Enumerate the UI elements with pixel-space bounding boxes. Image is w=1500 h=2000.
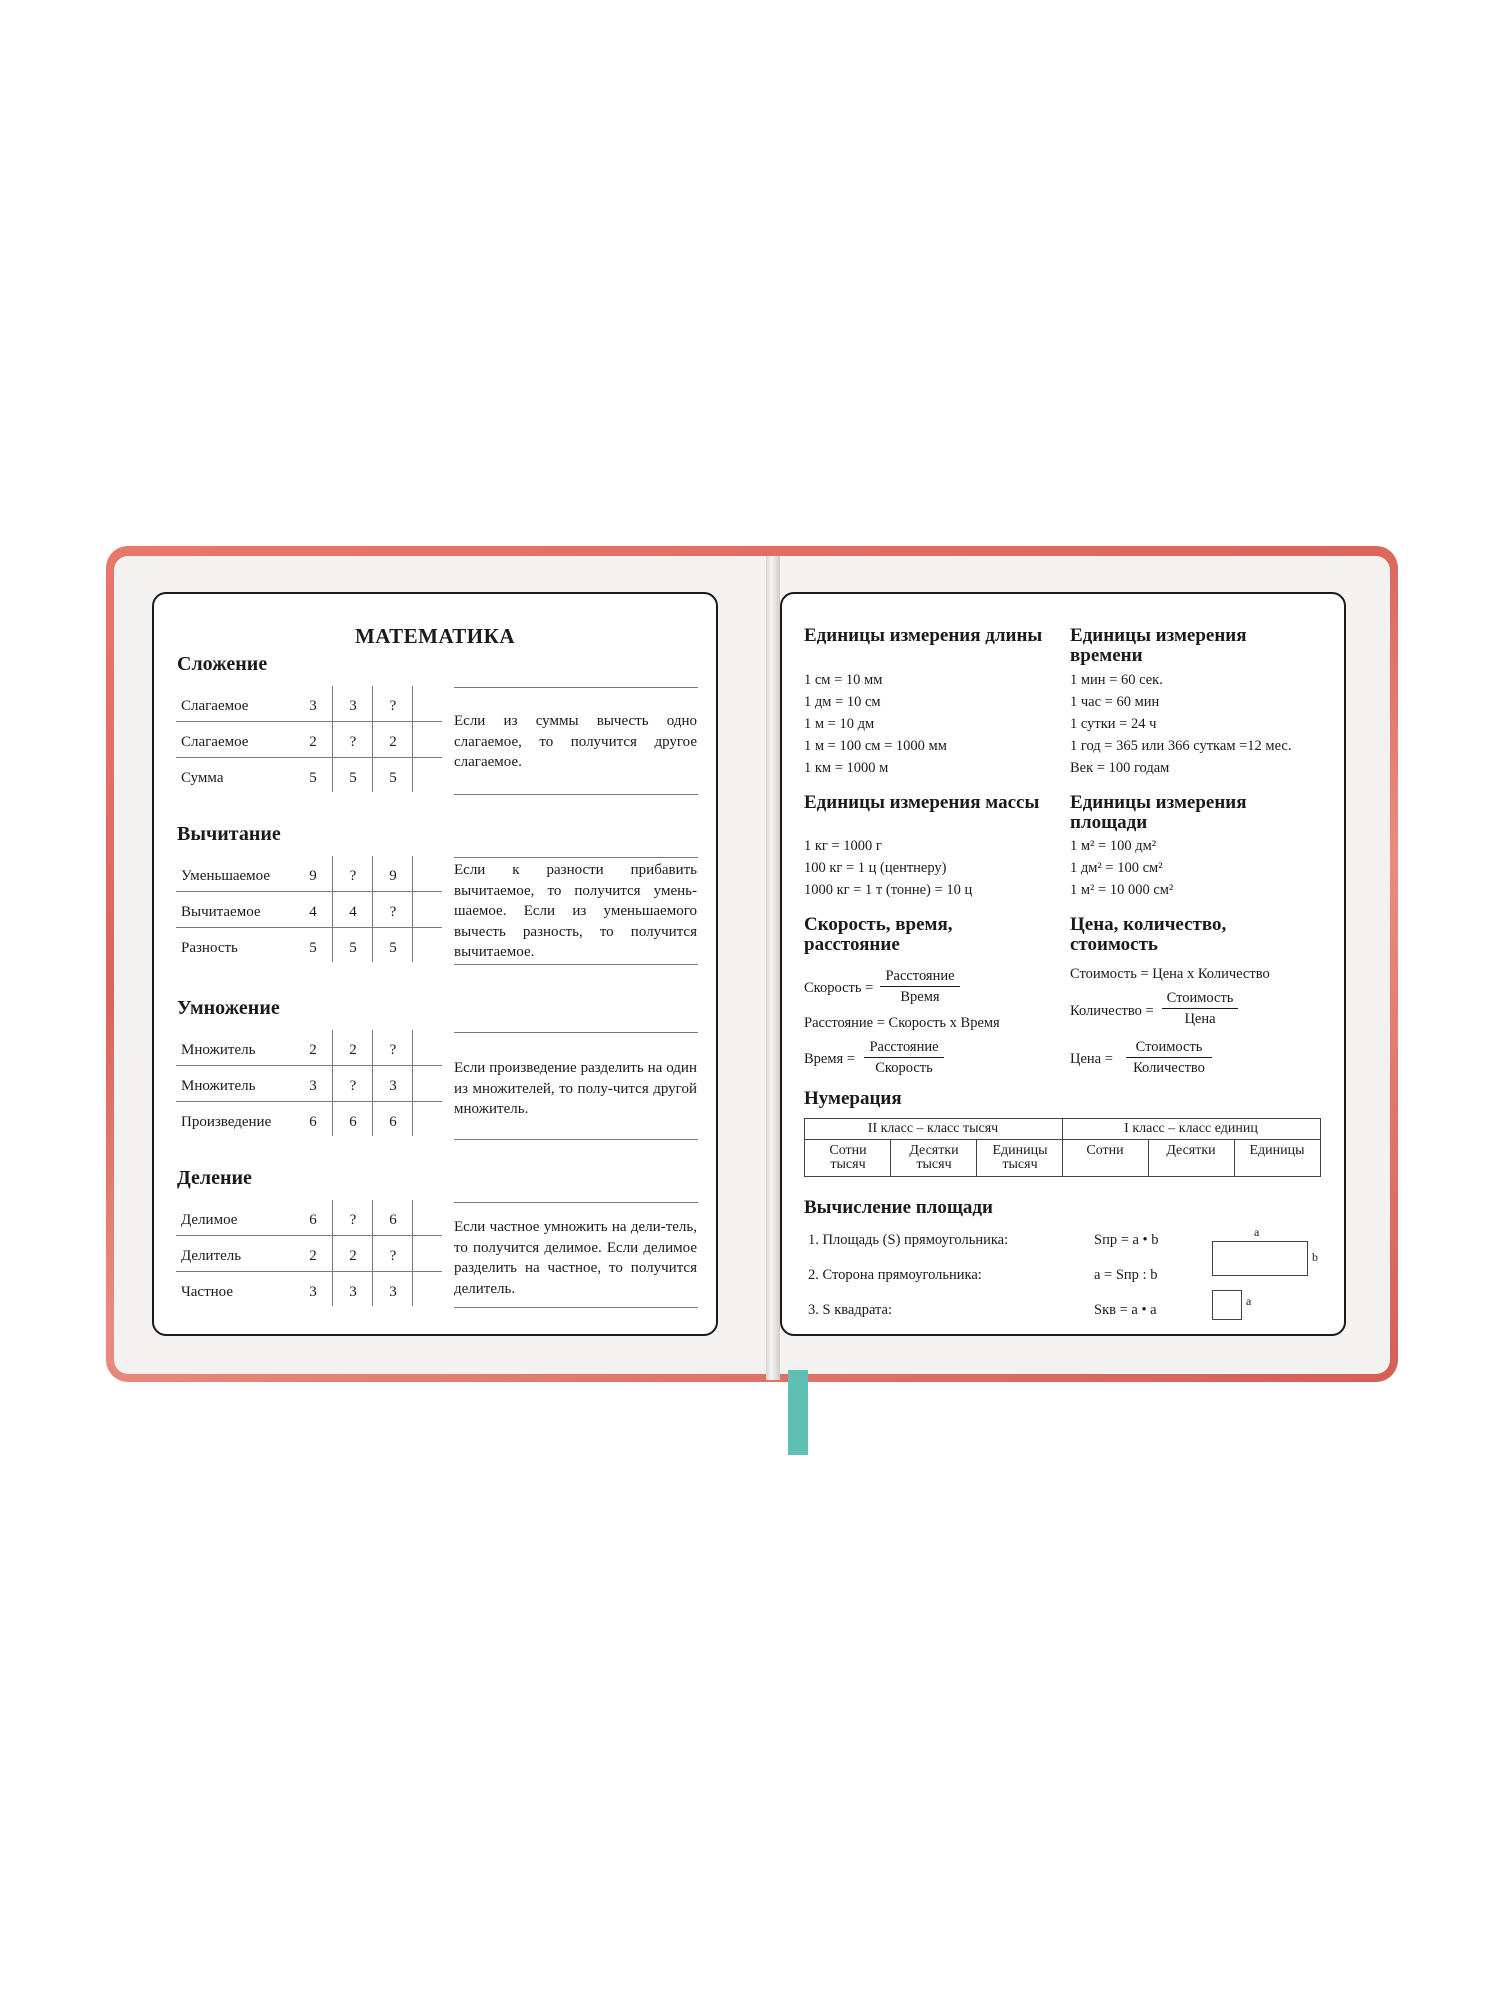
list-item: 1000 кг = 1 т (тонне) = 10 ц	[804, 882, 973, 898]
table-cell: ?	[389, 904, 397, 920]
division-note: Если частное умножить на дели-тель, то получится делимое. Если делимое разделить на частное, то получится делитель.	[454, 1219, 697, 1297]
fraction-denominator: Цена	[1184, 1011, 1216, 1027]
table-divider	[176, 1271, 442, 1272]
table-cell: 6	[389, 1212, 397, 1228]
section-heading-area-units: Единицы измерения площади	[1070, 792, 1247, 833]
table-divider	[332, 686, 333, 792]
table-header: II класс – класс тысяч	[867, 1121, 999, 1136]
section-heading-mass: Единицы измерения массы	[804, 792, 1040, 813]
note-rule	[454, 1202, 698, 1203]
section-heading-price: Цена, количество, стоимость	[1070, 914, 1227, 955]
table-cell: 3	[349, 1284, 357, 1300]
table-cell: 2	[349, 1042, 357, 1058]
table-cell: 2	[389, 734, 397, 750]
table-cell: Множитель	[181, 1078, 256, 1094]
note-rule	[454, 687, 698, 688]
subtraction-note: Если к разности прибавить вычитаемое, то получится умень-шаемое. Если из уменьшаемого вычесть разность, то получится вычитаемое.	[454, 862, 697, 960]
section-heading-division: Деление	[177, 1167, 252, 1189]
table-divider	[176, 757, 442, 758]
side-label: a	[1254, 1225, 1260, 1239]
table-header: I класс – класс единиц	[1124, 1121, 1258, 1136]
fraction-numerator: Расстояние	[880, 968, 960, 987]
formula: Sкв = a • a	[1094, 1302, 1157, 1318]
table-cell: Слагаемое	[181, 698, 249, 714]
table-cell: 2	[349, 1248, 357, 1264]
table-divider	[890, 1139, 891, 1176]
formula: Sпр = a • b	[1094, 1232, 1159, 1248]
table-cell: 3	[309, 1284, 317, 1300]
note-rule	[454, 1307, 698, 1308]
note-rule	[454, 1032, 698, 1033]
section-heading-speed: Скорость, время, расстояние	[804, 914, 953, 955]
table-divider	[412, 1200, 413, 1306]
table-cell: 6	[389, 1114, 397, 1130]
table-cell: 4	[309, 904, 317, 920]
page-title: МАТЕМАТИКА	[354, 624, 516, 648]
formula: a = Sпр : b	[1094, 1267, 1158, 1283]
table-divider	[176, 1235, 442, 1236]
note-rule	[454, 964, 698, 965]
table-cell: 3	[389, 1078, 397, 1094]
table-cell: ?	[349, 868, 357, 884]
table-cell: Делитель	[181, 1248, 242, 1264]
list-item: 1 год = 365 или 366 суткам =12 мес.	[1070, 738, 1292, 754]
note-rule	[454, 857, 698, 858]
list-item: 1 м² = 10 000 см²	[1070, 882, 1174, 898]
table-cell: 9	[309, 868, 317, 884]
list-item: 1 кг = 1000 г	[804, 838, 882, 854]
multiplication-note: Если произведение разделить на один из множителей, то полу-чится другой множитель.	[454, 1060, 697, 1117]
side-label: b	[1312, 1250, 1318, 1264]
table-cell: Сотни тысяч	[829, 1143, 867, 1172]
table-cell: Слагаемое	[181, 734, 249, 750]
list-item: 1. Площадь (S) прямоугольника:	[808, 1232, 1009, 1248]
fraction	[1162, 990, 1238, 1028]
table-cell: Частное	[181, 1284, 233, 1300]
table-cell: ?	[349, 734, 357, 750]
formula-label: Количество =	[1070, 1003, 1154, 1019]
notebook-spine	[766, 556, 780, 1380]
table-divider	[332, 1200, 333, 1306]
table-cell: 2	[309, 1248, 317, 1264]
table-cell: 9	[389, 868, 397, 884]
fraction	[864, 1039, 944, 1077]
table-cell: 3	[309, 1078, 317, 1094]
table-cell: 2	[309, 734, 317, 750]
fraction-numerator: Расстояние	[864, 1039, 944, 1058]
list-item: 3. S квадрата:	[808, 1302, 892, 1318]
list-item: 1 м = 100 см = 1000 мм	[804, 738, 947, 754]
formula: Стоимость = Цена х Количество	[1070, 966, 1270, 982]
table-cell: 6	[349, 1114, 357, 1130]
table-cell: Вычитаемое	[181, 904, 261, 920]
left-page	[152, 592, 718, 1336]
table-cell: ?	[389, 1042, 397, 1058]
table-cell: Разность	[181, 940, 238, 956]
bookmark-ribbon	[788, 1370, 808, 1455]
section-heading-multiplication: Умножение	[177, 997, 280, 1019]
list-item: Век = 100 годам	[1070, 760, 1170, 776]
fraction-denominator: Скорость	[875, 1060, 933, 1076]
list-item: 100 кг = 1 ц (центнеру)	[804, 860, 947, 876]
table-cell: Десятки тысяч	[909, 1143, 959, 1172]
table-cell: Множитель	[181, 1042, 256, 1058]
table-cell: 4	[349, 904, 357, 920]
fraction-numerator: Стоимость	[1162, 990, 1238, 1009]
list-item: 1 м² = 100 дм²	[1070, 838, 1157, 854]
table-divider	[976, 1139, 977, 1176]
section-heading-numeration: Нумерация	[804, 1088, 902, 1109]
table-divider	[332, 1030, 333, 1136]
formula: Расстояние = Скорость х Время	[804, 1015, 1000, 1031]
table-cell: Уменьшаемое	[181, 868, 271, 884]
table-divider	[412, 686, 413, 792]
table-divider	[412, 856, 413, 962]
square-diagram	[1212, 1290, 1242, 1320]
list-item: 1 м = 10 дм	[804, 716, 875, 732]
fraction	[1126, 1039, 1212, 1077]
list-item: 1 км = 1000 м	[804, 760, 889, 776]
table-divider	[176, 721, 442, 722]
list-item: 1 мин = 60 сек.	[1070, 672, 1163, 688]
table-divider	[332, 856, 333, 962]
table-cell: 3	[349, 698, 357, 714]
side-label: a	[1246, 1294, 1252, 1308]
table-divider	[176, 927, 442, 928]
table-cell: 5	[349, 940, 357, 956]
table-cell: 2	[309, 1042, 317, 1058]
table-cell: 3	[389, 1284, 397, 1300]
table-cell: 6	[309, 1212, 317, 1228]
table-divider	[372, 856, 373, 962]
table-cell: ?	[349, 1078, 357, 1094]
list-item: 2. Сторона прямоугольника:	[808, 1267, 982, 1283]
rectangle-diagram	[1212, 1241, 1308, 1276]
list-item: 1 час = 60 мин	[1070, 694, 1160, 710]
table-cell: 5	[389, 770, 397, 786]
table-cell: 5	[309, 770, 317, 786]
list-item: 1 сутки = 24 ч	[1070, 716, 1157, 732]
fraction	[880, 968, 960, 1006]
list-item: 1 см = 10 мм	[804, 672, 883, 688]
table-cell: 5	[309, 940, 317, 956]
table-divider	[372, 1200, 373, 1306]
note-rule	[454, 794, 698, 795]
list-item: 1 дм² = 100 см²	[1070, 860, 1163, 876]
table-cell: 5	[349, 770, 357, 786]
section-heading-time: Единицы измерения времени	[1070, 625, 1247, 666]
right-page	[780, 592, 1346, 1336]
fraction-numerator: Стоимость	[1126, 1039, 1212, 1058]
table-divider	[372, 686, 373, 792]
fraction-denominator: Время	[900, 989, 940, 1005]
note-rule	[454, 1139, 698, 1140]
formula-label: Скорость =	[804, 980, 874, 996]
table-cell: 6	[309, 1114, 317, 1130]
table-cell: Делимое	[181, 1212, 238, 1228]
section-heading-area-calc: Вычисление площади	[804, 1197, 993, 1218]
formula-label: Время =	[804, 1051, 856, 1067]
section-heading-length: Единицы измерения длины	[804, 625, 1043, 646]
table-cell: Сотни	[1086, 1143, 1124, 1158]
table-divider	[176, 891, 442, 892]
table-cell: Сумма	[181, 770, 224, 786]
formula-label: Цена =	[1070, 1051, 1113, 1067]
table-cell: ?	[389, 698, 397, 714]
table-cell: 3	[309, 698, 317, 714]
table-cell: Десятки	[1166, 1143, 1216, 1158]
table-cell: Единицы тысяч	[992, 1143, 1048, 1172]
table-cell: 5	[389, 940, 397, 956]
table-divider	[372, 1030, 373, 1136]
table-divider	[412, 1030, 413, 1136]
section-heading-subtraction: Вычитание	[177, 823, 281, 845]
table-divider	[176, 1065, 442, 1066]
fraction-denominator: Количество	[1133, 1060, 1205, 1076]
list-item: 1 дм = 10 см	[804, 694, 881, 710]
table-divider	[176, 1101, 442, 1102]
addition-note: Если из суммы вычесть одно слагаемое, то получится другое слагаемое.	[454, 713, 697, 770]
table-cell: ?	[389, 1248, 397, 1264]
section-heading-addition: Сложение	[177, 653, 268, 675]
table-cell: ?	[349, 1212, 357, 1228]
table-cell: Произведение	[181, 1114, 272, 1130]
table-cell: Единицы	[1249, 1143, 1305, 1158]
